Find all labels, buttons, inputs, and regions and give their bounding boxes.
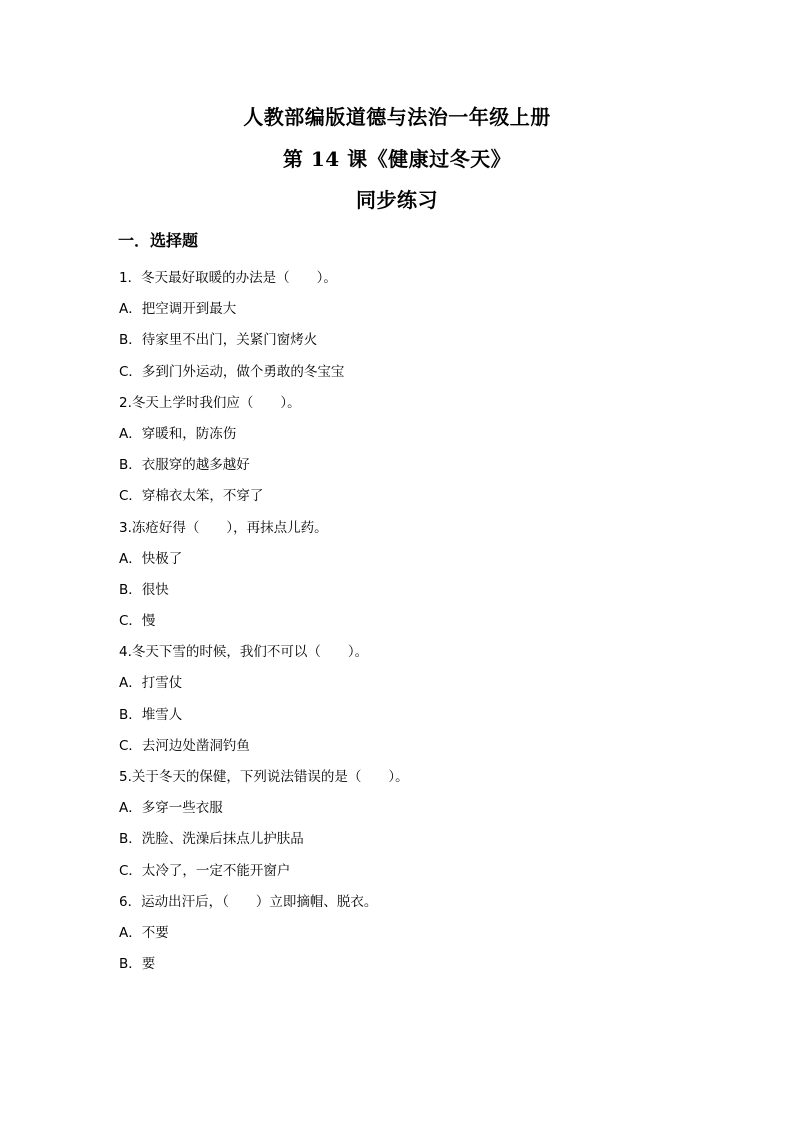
question-stem: 6．运动出汗后，（ ）立即摘帽、脱衣。 — [119, 893, 378, 910]
question-stem: 4.冬天下雪的时候，我们不可以（ ）。 — [119, 644, 369, 661]
question-stem: 5.关于冬天的保健，下列说法错误的是（ ）。 — [119, 769, 409, 785]
section-heading: 一．选择题 — [118, 231, 199, 250]
question-stem: 1．冬天最好取暖的办法是（ ）。 — [119, 270, 337, 286]
option-a: A．穿暖和，防冻伤 — [119, 425, 237, 442]
question-stem: 3.冻疮好得（ ），再抹点儿药。 — [119, 519, 328, 536]
option-c: C．去河边处凿洞钓鱼 — [119, 737, 250, 754]
option-b: B．衣服穿的越多越好 — [119, 457, 250, 474]
option-c: C．慢 — [119, 613, 156, 630]
question-stem: 2.冬天上学时我们应（ ）。 — [119, 394, 301, 411]
option-a: A．把空调开到最大 — [119, 301, 237, 318]
question-list — [119, 268, 719, 985]
lesson-title: 第 14 课《健康过冬天》 — [282, 147, 512, 171]
document-title: 人教部编版道德与法治一年级上册 — [243, 105, 551, 129]
option-a: A．多穿一些衣服 — [119, 800, 223, 817]
option-b: B．很快 — [119, 581, 169, 598]
option-c: C．太冷了，一定不能开窗户 — [119, 862, 291, 879]
option-b: B．堆雪人 — [119, 706, 183, 723]
option-b: B．待家里不出门，关紧门窗烤火 — [119, 332, 318, 349]
option-a: A．快极了 — [119, 550, 183, 567]
option-b: B．洗脸、洗澡后抹点儿护肤品 — [119, 831, 304, 848]
option-c: C．多到门外运动，做个勇敢的冬宝宝 — [119, 363, 345, 380]
option-a: A．打雪仗 — [119, 675, 183, 692]
option-b: B．要 — [119, 956, 156, 973]
option-a: A．不要 — [119, 924, 169, 941]
exercise-subtitle: 同步练习 — [356, 188, 438, 212]
option-c: C．穿棉衣太笨，不穿了 — [119, 488, 264, 505]
